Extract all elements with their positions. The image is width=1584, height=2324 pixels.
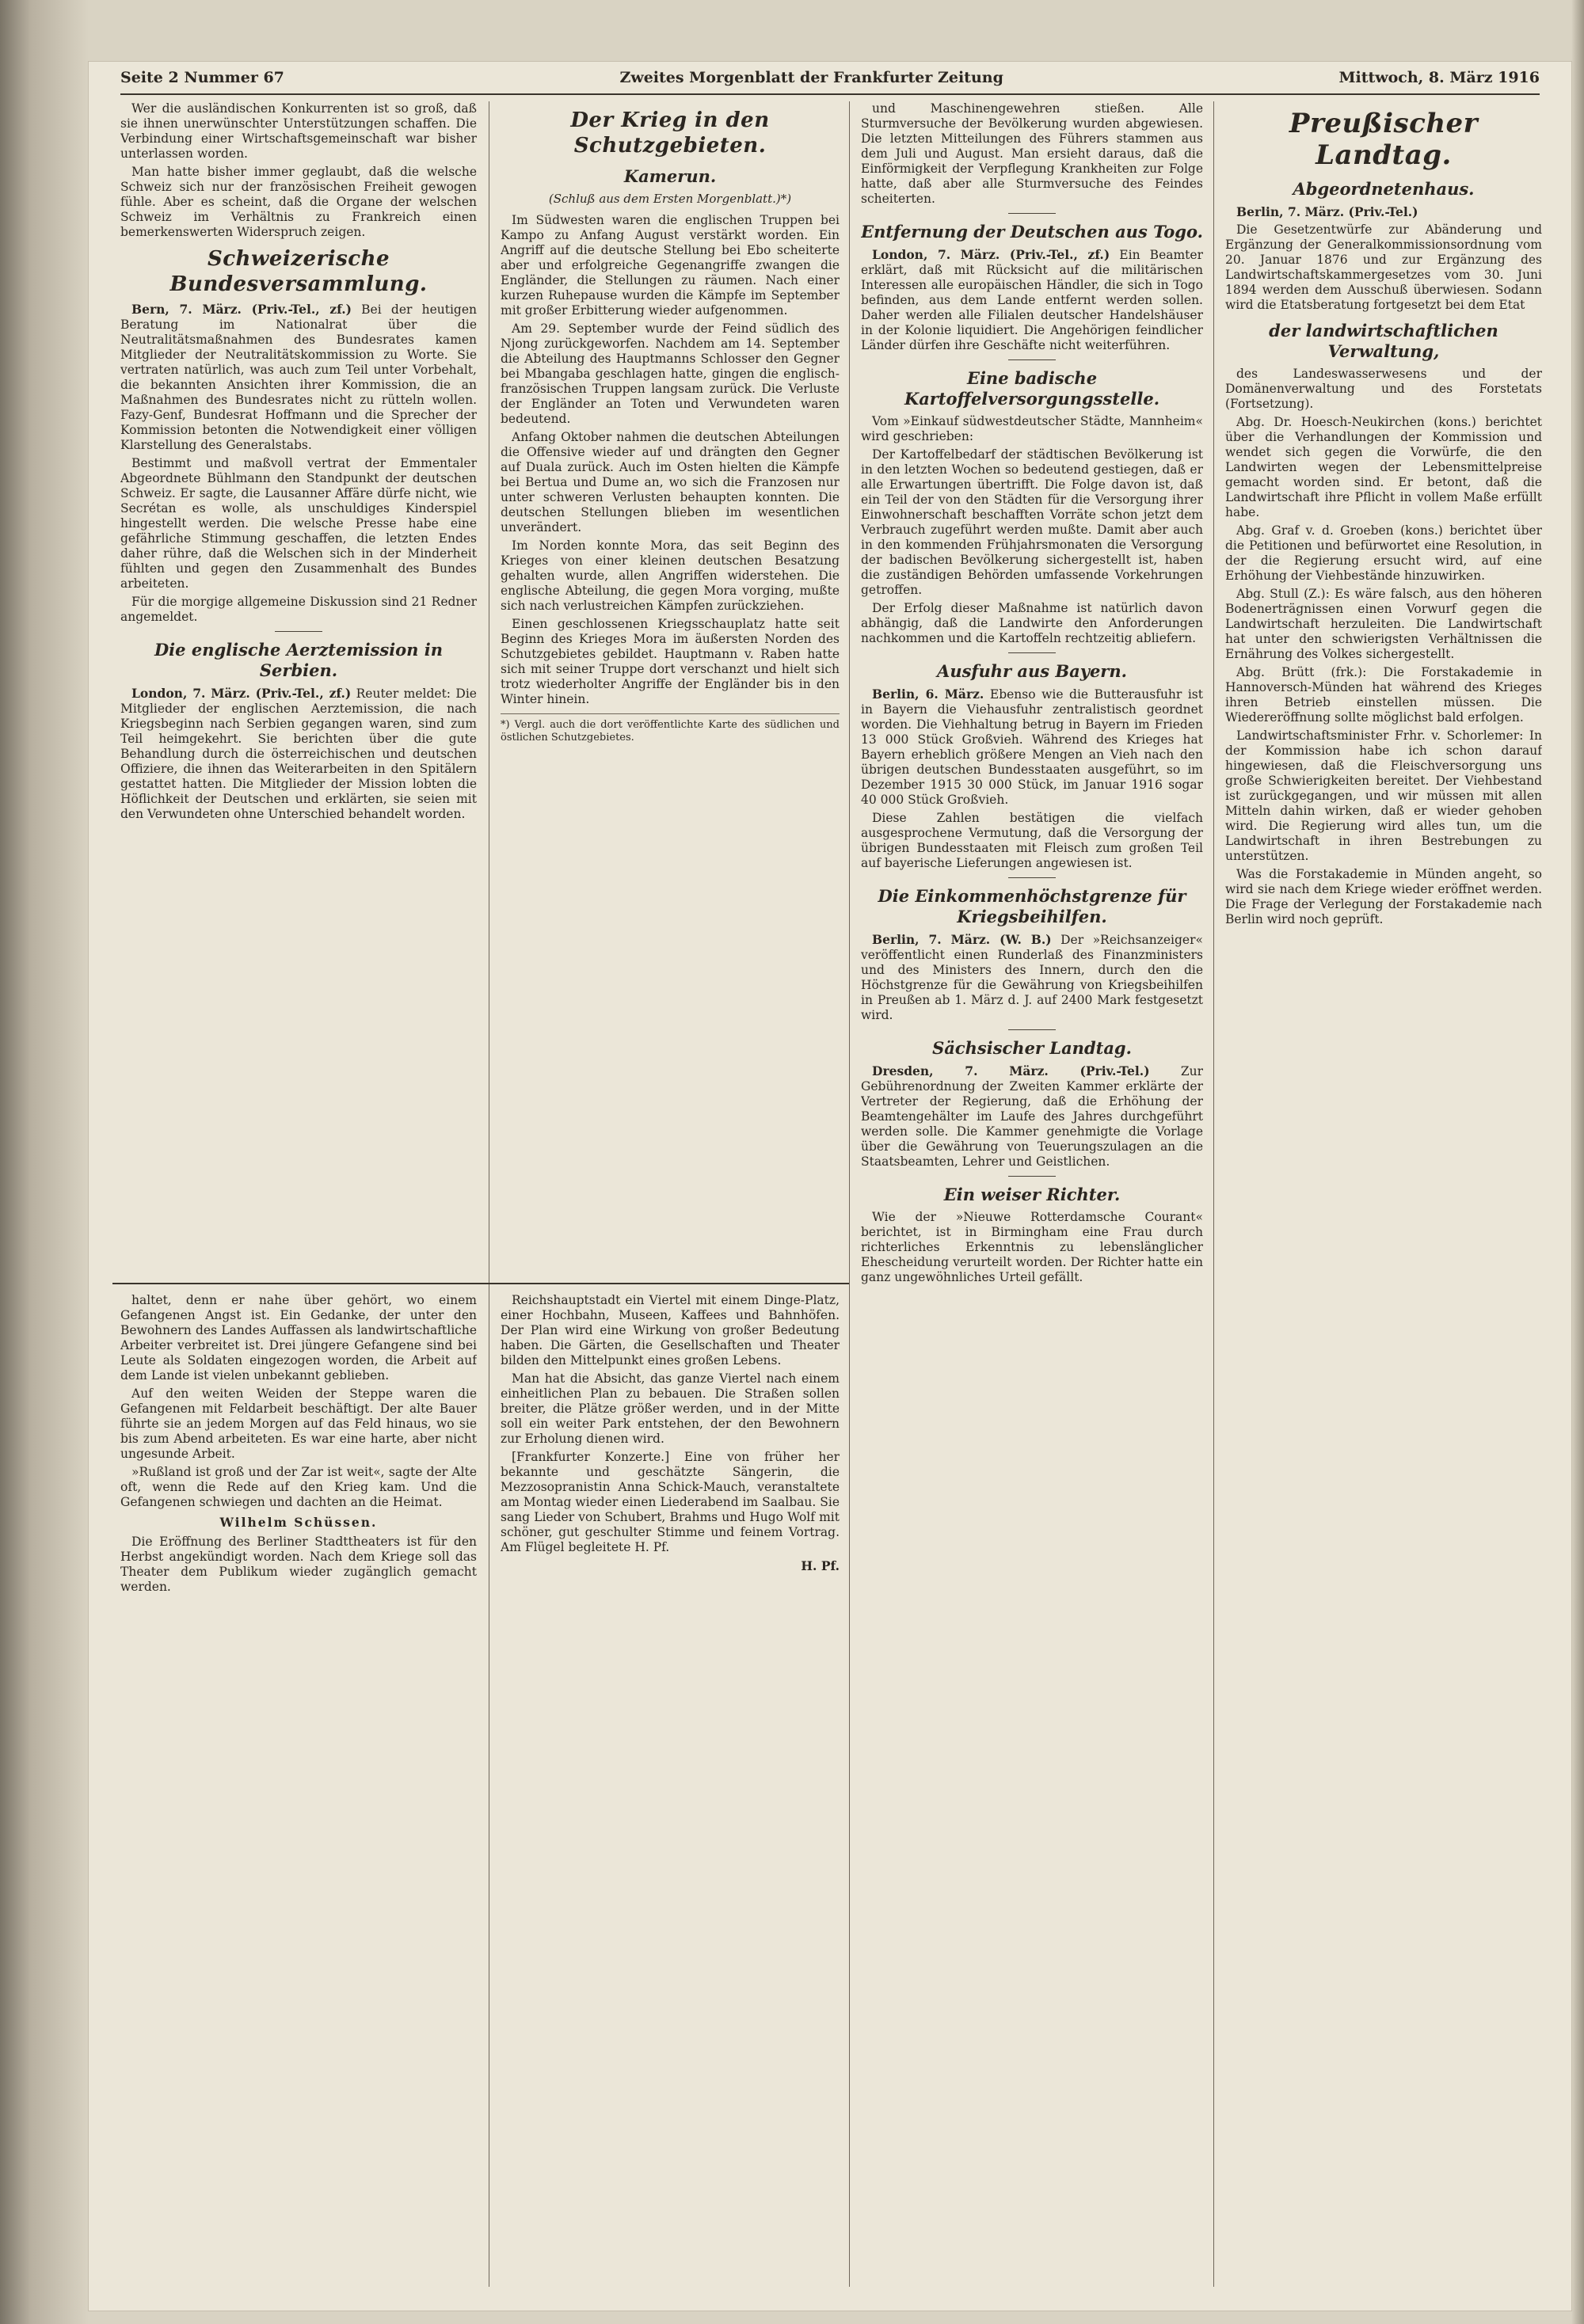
column-4 — [1225, 101, 1542, 2295]
article-text: Im Norden konnte Mora, das seit Beginn des Krieges von einer kleinen deutschen Besatzung gehalten wurde, allen Angriffen widerstehen. Die englische Abteilung, die gegen Mora vorging, mußte sich nach verlustreichen Kämpfen zurückziehen. — [501, 538, 840, 613]
column-rule — [849, 101, 850, 2287]
feuilleton-rule — [112, 1283, 849, 1284]
article-text: Abg. Stull (Z.): Es wäre falsch, aus den höheren Bodenerträgnissen einen Vorwurf gegen die Landwirtschaft herzuleiten. Die Landwirtschaft hat unter den schwierigsten Verhältnissen die Ernährung des Volkes sichergestellt. — [1225, 587, 1542, 661]
masthead-title: Zweites Morgenblatt der Frankfurter Zeitung — [619, 69, 1003, 86]
dateline: Dresden, 7. März. (Priv.-Tel.) — [872, 1063, 1150, 1078]
article-text: Im Südwesten waren die englischen Truppen bei Kampo zu Anfang August verstärkt worden. Ein Angriff auf die deutsche Stellung bei Ebo scheiterte aber und erfolgreiche Gegenangriffe zwangen die Engländer, die Stellungen zu räumen. Nach einer kurzen Ruhepause wurden die Kämpfe im September mit großer Erbitterung wieder aufgenommen. — [501, 213, 840, 318]
book-binding — [0, 0, 89, 2324]
masthead-page-number: Seite 2 Nummer 67 — [120, 69, 284, 86]
headline-kartoffel: Eine badische Kartoffelversorgungsstelle. — [904, 368, 1160, 409]
article-text: Man hatte bisher immer geglaubt, daß die welsche Schweiz sich nur der französischen Freiheit gewogen fühle. Aber es scheint, daß die Organe der welschen Schweiz im Verhältnis zu Frankreich einen bemerkenswerten Widerspruch zeigen. — [120, 165, 477, 239]
article-text: Die Eröffnung des Berliner Stadttheaters ist für den Herbst angekündigt worden. Nach dem Kriege soll das Theater dem Publikum wieder zugänglich gemacht werden. — [120, 1535, 477, 1594]
column-2 — [501, 101, 840, 1273]
headline-preussischer-landtag: Preußischer Landtag. — [1289, 108, 1479, 171]
feuilleton-column-1 — [120, 1293, 477, 2295]
article-text: des Landeswasserwesens und der Domänenverwaltung und des Forstetats (Fortsetzung). — [1225, 367, 1542, 411]
article-text: Ebenso wie die Butterausfuhr ist in Bayern die Viehausfuhr zentralistisch geordnet worden. Die Viehhaltung betrug in Bayern im Frieden 13 000 Stück Großvieh. Während des Krieges hat Bayern erheblich größere Mengen an Vieh nach den übrigen deutschen Bundesstaaten ausgeführt, so im Dezember 1915 30 000 Stück, im Januar 1916 sogar 40 000 Stück Großvieh. — [861, 687, 1203, 807]
subhead-abgeordnetenhaus: Abgeordnetenhaus. — [1293, 179, 1475, 199]
article-text: haltet, denn er nahe über gehört, wo einem Gefangenen Angst ist. Ein Gedanke, der unter den Bewohnern des Landes Auffassen als landwirtschaftliche Arbeiter verbreitet ist. Drei jüngere Gefangene sind bei Leute als Soldaten eingezogen worden, die Arbeit auf dem Lande ist vielen unbekannt geblieben. — [120, 1293, 477, 1383]
dateline: London, 7. März. (Priv.-Tel., zf.) — [131, 686, 352, 701]
dateline: Vom »Einkauf südwestdeutscher Städte, Mannheim« wird geschrieben: — [861, 414, 1203, 443]
column-rule — [1213, 101, 1214, 2287]
article-text: Bei der heutigen Beratung im Nationalrat über die Neutralitätsmaßnahmen des Bundesrates kamen Mitglieder der Neutralitätskommission zu Worte. Sie vertraten natürlich, was auch zum Teil unter Vorbehalt, die bekannten Ansichten ihrer Kommission, die an Maßnahmen des Bundesrates nicht zu rütteln wollen. Fazy-Genf, Bundesrat Hoffmann und die Sprecher der Kommission betonten die Notwendigkeit einer völligen Klarstellung des Generalstabs. — [120, 302, 477, 452]
article-text: Wie der »Nieuwe Rotterdamsche Courant« berichtet, ist in Birmingham eine Frau durch richterliches Erkenntnis zu lebenslänglicher Ehescheidung verurteilt worden. Der Richter hatte ein ganz ungewöhnliches Urteil gefällt. — [861, 1210, 1203, 1284]
divider — [1008, 877, 1056, 878]
column-1 — [120, 101, 477, 1273]
footnote: *) Vergl. auch die dort veröffentlichte Karte des südlichen und östlichen Schutzgebietes. — [501, 713, 840, 744]
article-text: Ein Beamter erklärt, daß mit Rücksicht auf die militärischen Interessen alle europäischen Händler, die sich in Togo befinden, aus dem Lande entfernt werden sollen. Daher werden alle Filialen deutscher Handelshäuser in der Kolonie liquidiert. Die Angehörigen feindlicher Länder dürfen ihre Geschäfte nicht weiterführen. — [861, 248, 1203, 352]
dateline: Berlin, 7. März. (Priv.-Tel.) — [1236, 204, 1418, 219]
dateline: London, 7. März. (Priv.-Tel., zf.) — [872, 247, 1110, 262]
divider — [1008, 652, 1056, 653]
dateline: Bern, 7. März. (Priv.-Tel., zf.) — [131, 302, 352, 317]
author-byline: Wilhelm Schüssen. — [219, 1515, 378, 1530]
newspaper-page — [89, 62, 1571, 2311]
article-text: Der Kartoffelbedarf der städtischen Bevölkerung ist in den letzten Wochen so bedeutend gestiegen, daß er alle Erwartungen übertrifft. Die Folge davon ist, daß ein Teil der von den Städten für die Versorgung ihrer Einwohnerschaft beschafften Vorräte schon jetzt dem Verbrauch zugeführt werden mußte. Damit aber auch in den kommenden Frühjahrsmonaten die Versorgung der badischen Bevölkerung sichergestellt ist, haben die zuständigen Behörden umfassende Vorkehrungen getroffen. — [861, 447, 1203, 597]
headline-aerztemission: Die englische Aerztemission in Serbien. — [154, 640, 444, 680]
article-text: Wer die ausländischen Konkurrenten ist so groß, daß sie ihnen unerwünschter Unterstützungen schaffen. Die Verbindung einer Wirtschaftsgemeinschaft war bisher unterlassen worden. — [120, 101, 477, 161]
article-text: Zur Gebührenordnung der Zweiten Kammer erklärte der Vertreter der Regierung, daß die Erhöhung der Beamtengehälter im Laufe des Jahres durchgeführt werden solle. Die Kammer genehmigte die Vorlage über die Gewährung von Teuerungszulagen an die Staatsbeamten, Lehrer und Geistlichen. — [861, 1064, 1203, 1169]
article-text: Am 29. September wurde der Feind südlich des Njong zurückgeworfen. Nachdem am 14. September die Abteilung des Hauptmanns Schlosser den Gegner bei Mbangaba geschlagen hatte, gingen die englisch-französischen Truppen langsam zurück. Die Verluste der Engländer an Toten und Verwundeten waren bedeutend. — [501, 321, 840, 426]
article-text: Reuter meldet: Die Mitglieder der englischen Aerztemission, die nach Kriegsbeginn nach Serbien gegangen waren, sind zum Teil heimgekehrt. Sie berichten über die gute Behandlung durch die österreichischen und deutschen Offiziere, die ihnen das Weiterarbeiten in den Spitälern gestattet hatten. Die Mitglieder der Mission lobten die Höflichkeit der Deutschen und erklärten, sie seien mit den Verwundeten ohne Unterschied behandelt worden. — [120, 687, 477, 821]
headline-bundesversammlung: Schweizerische Bundesversammlung. — [169, 247, 428, 296]
headline-einkommen: Die Einkommenhöchstgrenze für Kriegsbeihilfen. — [878, 886, 1186, 926]
article-text: und Maschinengewehren stießen. Alle Sturmversuche der Bevölkerung wurden abgewiesen. Die letzten Mitteilungen des Führers stammen aus dem Juli und August. Man ersieht daraus, daß die Einförmigkeit der Verpflegung Krankheiten zur Folge hatte, daß aber alle Sturmversuche des Feindes scheiterten. — [861, 101, 1203, 206]
article-text: »Rußland ist groß und der Zar ist weit«, sagte der Alte oft, wenn die Rede auf den Krieg kam. Und die Gefangenen schwiegen und dachten an die Heimat. — [120, 1465, 477, 1509]
article-text: [Frankfurter Konzerte.] Eine von früher her bekannte und geschätzte Sängerin, die Mezzosopranistin Anna Schick-Mauch, veranstaltete am Montag wieder einen Liederabend im Saalbau. Sie sang Lieder von Schubert, Brahms und Hugo Wolf mit schöner, gut geschulter Stimme und feinem Vortrag. Am Flügel begleitete H. Pf. — [501, 1450, 840, 1554]
page-edge — [1571, 0, 1584, 2324]
article-text: Abg. Dr. Hoesch-Neukirchen (kons.) berichtet über die Verhandlungen der Kommission und wendet sich gegen die Vorwürfe, die den Landwirten wegen der Lebensmittelpreise gemacht worden sind. Er betont, daß die Landwirtschaft ihre Pflicht in vollem Maße erfüllt habe. — [1225, 415, 1542, 519]
author-signature: H. Pf. — [801, 1558, 840, 1573]
continuation-note: (Schluß aus dem Ersten Morgenblatt.)*) — [548, 192, 792, 206]
article-text: Bestimmt und maßvoll vertrat der Emmentaler Abgeordnete Bühlmann den Standpunkt der deutschen Schweiz. Er sagte, die Lausanner Affäre dürfe nicht, wie Secrétan es wolle, als unschuldiges Kinderspiel hingestellt werden. Die welsche Presse habe eine gefährliche Stimmung geschaffen, die letzten Endes daher rühre, daß die Welschen sich in der Minderheit fühlten und gegen den Zusammenhalt des Bundes arbeiteten. — [120, 456, 477, 591]
feuilleton-column-2 — [501, 1293, 840, 2295]
article-text: Der »Reichsanzeiger« veröffentlicht einen Runderlaß des Finanzministers und des Ministers des Innern, durch den die Höchstgrenze für die Gewährung von Kriegsbeihilfen in Preußen ab 1. März d. J. auf 2400 Mark festgesetzt wird. — [861, 933, 1203, 1022]
headline-krieg-schutzgebieten: Der Krieg in den Schutzgebieten. — [570, 108, 770, 158]
dateline: Berlin, 7. März. (W. B.) — [872, 932, 1052, 947]
headline-saechsischer-landtag: Sächsischer Landtag. — [932, 1038, 1132, 1058]
divider — [275, 631, 322, 632]
divider — [1008, 1176, 1056, 1177]
masthead — [120, 62, 1540, 95]
article-text: Einen geschlossenen Kriegsschauplatz hatte seit Beginn des Krieges Mora im äußersten Norden des Schutzgebietes gebildet. Hauptmann v. Raben hatte sich mit seiner Truppe dort verschanzt und hielt sich trotz wiederholter Angriffe der Engländer bis in den Winter hinein. — [501, 617, 840, 706]
subhead-kamerun: Kamerun. — [623, 166, 717, 186]
article-text: Landwirtschaftsminister Frhr. v. Schorlemer: In der Kommission habe ich schon darauf hingewiesen, daß die Fleischversorgung uns große Schwierigkeiten bereitet. Der Viehbestand ist zurückgegangen, und wir müssen mit allen Mitteln dahin wirken, daß er wieder gehoben wird. Die Regierung wird alles tun, um die Landwirtschaft in ihren Bestrebungen zu unterstützen. — [1225, 728, 1542, 863]
article-text: Auf den weiten Weiden der Steppe waren die Gefangenen mit Feldarbeit beschäftigt. Der alte Bauer führte sie an jedem Morgen auf das Feld hinaus, wo sie bis zum Abend arbeiteten. Es war eine harte, aber nicht ungesunde Arbeit. — [120, 1386, 477, 1461]
article-text: Was die Forstakademie in Münden angeht, so wird sie nach dem Kriege wieder eröffnet werden. Die Frage der Verlegung der Forstakademie nach Berlin wird noch geprüft. — [1225, 867, 1542, 926]
headline-weiser-richter: Ein weiser Richter. — [943, 1185, 1121, 1204]
dateline: Berlin, 6. März. — [872, 687, 984, 702]
article-text: Diese Zahlen bestätigen die vielfach ausgesprochene Vermutung, daß die Versorgung der übrigen Bundesstaaten mit Fleisch zum großen Teil auf bayerische Lieferungen angewiesen ist. — [861, 811, 1203, 870]
article-text: Die Gesetzentwürfe zur Abänderung und Ergänzung der Generalkommissionsordnung vom 20. Januar 1876 und zur Ergänzung des Landwirtschaftskammergesetzes vom 30. Juni 1894 werden dem Ausschuß überwiesen. Sodann wird die Etatsberatung fortgesetzt bei dem Etat — [1225, 223, 1542, 312]
headline-landwirtschaft: der landwirtschaftlichen Verwaltung, — [1269, 321, 1498, 361]
divider — [1008, 1029, 1056, 1030]
headline-ausfuhr-bayern: Ausfuhr aus Bayern. — [937, 661, 1127, 681]
column-3 — [861, 101, 1203, 2295]
divider — [1008, 213, 1056, 214]
article-text: Der Erfolg dieser Maßnahme ist natürlich davon abhängig, daß die Landwirte den Anforderungen nachkommen und die Kartoffeln rechtzeitig abliefern. — [861, 601, 1203, 645]
article-text: Reichshauptstadt ein Viertel mit einem Dinge-Platz, einer Hochbahn, Museen, Kaffees und Bahnhöfen. Der Plan wird eine Wirkung von großer Bedeutung haben. Die Gärten, die Gesellschaften und Theater bilden den Mittelpunkt eines großen Lebens. — [501, 1293, 840, 1367]
article-text: Für die morgige allgemeine Diskussion sind 21 Redner angemeldet. — [120, 595, 477, 624]
headline-togo: Entfernung der Deutschen aus Togo. — [861, 222, 1203, 242]
divider — [1008, 359, 1056, 360]
article-text: Abg. Graf v. d. Groeben (kons.) berichtet über die Petitionen und befürwortet eine Resolution, in der die Regierung ersucht wird, auf eine Erhöhung der Viehbestände hinzuwirken. — [1225, 523, 1542, 583]
masthead-date: Mittwoch, 8. März 1916 — [1338, 69, 1540, 86]
article-text: Man hat die Absicht, das ganze Viertel nach einem einheitlichen Plan zu bebauen. Die Straßen sollen breiter, die Plätze größer werden, und in der Mitte soll ein weiter Park entstehen, der den Bewohnern zur Erholung dienen wird. — [501, 1371, 840, 1446]
article-text: Anfang Oktober nahmen die deutschen Abteilungen die Offensive wieder auf und drängten den Gegner auf Duala zurück. Auch im Osten hielten die Kämpfe bei Bertua und Dume an, wo sich die Franzosen nur unter schweren Verlusten behaupten konnten. Die deutschen Stellungen blieben im wesentlichen unverändert. — [501, 430, 840, 534]
article-text: Abg. Brütt (frk.): Die Forstakademie in Hannoversch-Münden hat während des Krieges ihren Betrieb einstellen müssen. Die Wiedereröffnung sollte möglichst bald erfolgen. — [1225, 665, 1542, 725]
